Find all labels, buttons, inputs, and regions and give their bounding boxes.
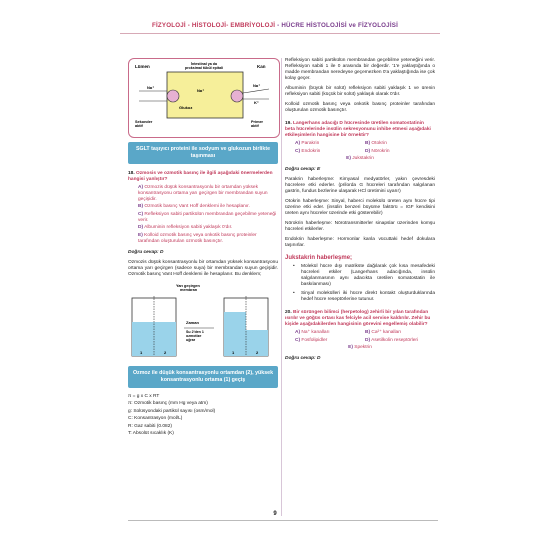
vant-hoff-formula <box>128 394 278 438</box>
q20-option-d-key: D) <box>365 337 371 343</box>
jukstakrin-bullet-2: • Sinyal molekülleri iki hücre direkt kontakt oluşturduklarında hedef hücre reseptörlerine tutunur. <box>301 291 435 303</box>
q19-option-d <box>365 149 435 155</box>
q19-answer: Doğru cevap: E <box>285 167 321 172</box>
q18-option-d <box>138 225 278 231</box>
q19-option-b <box>365 141 435 147</box>
header-part2: - HÜCRE HİSTOLOJİSİ ve FİZYOLOJİSİ <box>277 22 398 29</box>
jukstakrin-title: Jukstakrin haberleşme; <box>285 255 353 261</box>
su-label-1: Su 2'den 1 <box>186 329 204 334</box>
albumin-paragraph: Albuminin (büyük bir solüt) refleksiyon sabiti yaklaşık 1 ve ürenin refleksiyon sabiti (küçük bir solüt) yaklaşık olarak 0'dır. <box>285 86 435 97</box>
sekonder-label-2: aktif <box>135 124 143 128</box>
question-18-number: 18. <box>128 171 135 176</box>
question-20-text: Bir sürüngen bilimci (herpetolog) zehirli bir yılan tarafından ısırılır ve göğüs ortası kas felciyle acil servise kaldırılır. Zehir bu kişide aşağıdakilerden hangisinin görevini engellemiş olabilir? <box>285 310 431 327</box>
formula-line-1: π: Ozmotik basınç (mm Hg veya atm) <box>128 401 208 406</box>
question-19-text: Langerhans adacığı D hücresinde üretilen somatostatinin beta hücrelerinde insülin sekresyonunu inhibe etmesi aşağıdaki etkileşimlerin hangisine bir örnektir? <box>285 121 431 138</box>
otokrin-paragraph: Otokrin haberleşme: Sinyal, haberci molekülü üreten aynı hücre tipi üzerine etki eder. (insülin benzeri büyüme faktörü = IGF kendisini üreten aynı hücreler üzerinde etki gösterebilir) <box>285 199 435 216</box>
q19-option-b-text: Otokrin <box>371 141 387 146</box>
primer-label-1: Primer <box>251 120 264 124</box>
na-left-label: Na⁺ <box>147 85 155 90</box>
figure2-caption: Ozmoz ile düşük konsantrasyonlu ortamdan (2), yüksek konsantrasyonlu ortama (1) geçiş <box>128 366 278 388</box>
su-label-3: uğrar <box>186 337 196 342</box>
jukstakrin-bullet-1: • Molekül hücre dışı matrikste dağılarak çok kısa mesafedeki hücreleri etkiler (Langerhans adacığında, insülin salgılanmasının aynı adacıkta üretilen somatostatin ile baskılanması) <box>301 264 435 288</box>
q20-option-e-text: Spektrin <box>354 345 372 350</box>
q19-option-e <box>285 156 435 162</box>
question-18-text: Ozmosis ve ozmotik basınç ile ilgili aşağıdaki önermelerden hangisi yanlıştır? <box>128 171 273 182</box>
q20-option-c-text: Fosfolipidler <box>301 337 328 343</box>
question-20 <box>285 310 435 328</box>
beaker-left-label-2: 2 <box>164 349 167 355</box>
parakrin-paragraph: Parakrin haberleşme: Kimyasal medyatörler, yakın çevresdeki hücrelere etki ederler. (prilorda G hücreleri tarafından salgılanan gastrin, fundus bezlerine ulaşarak HCl üretimini uyarır) <box>285 177 435 194</box>
zaman-label: Zaman <box>186 319 199 325</box>
sglt-figure <box>128 58 280 138</box>
question-19 <box>285 121 435 139</box>
question-18 <box>128 171 278 183</box>
q18-option-b-text: Ozmotik basınç Vant Hoff denklemi ile hesaplanır. <box>144 204 250 209</box>
beaker-right-label-1: 1 <box>232 349 235 355</box>
q20-answer: Doğru cevap: D <box>285 356 321 361</box>
page-number: 9 <box>273 511 277 517</box>
beaker-right-water-1 <box>224 312 246 356</box>
q18-option-a-key: A) <box>138 184 144 190</box>
formula-equation: π = g x C x RT <box>128 393 160 399</box>
membrane-label-2: membran <box>180 287 198 292</box>
q20-option-e-key: E) <box>348 345 353 350</box>
osmosis-figure <box>128 282 278 362</box>
k-label: K⁺ <box>254 100 259 105</box>
q20-option-d-text: Asetilkolin reseptörleri <box>371 337 419 343</box>
osmosis-paragraph: Ozmozis düşük konsantrasyonlu bir ortamdan yüksek konsantrasyonu ortama yarı geçirgen (sadece suya) bir membrandan suyun geçişidir. Ozmotik basınç Vant Hoff denklemi ile hesaplanır. Bu denklem; <box>128 259 278 277</box>
na-k-pump <box>231 90 243 102</box>
q18-option-d-text: Albuminin refleksiyon sabiti yaklaşık 0'dır. <box>144 225 233 230</box>
q18-option-b-key: B) <box>138 204 144 209</box>
na-right-label: Na⁺ <box>253 83 261 88</box>
column-divider <box>281 58 282 516</box>
formula-line-5: T: Absolüt sıcaklık (K) <box>128 431 174 436</box>
membrane-label-1: Yarı geçirgen <box>176 283 200 288</box>
endokrin-paragraph: Endokrin haberleşme: Hormonlar kanla vücuttaki hedef dokulara taşınırlar. <box>285 237 435 248</box>
lumen-label: Lümen <box>135 64 150 69</box>
formula-line-3: C: Konsantrasyon (mol/L) <box>128 416 183 421</box>
q20-option-c-key: C) <box>295 337 301 343</box>
epithelium-label-2: proksimal tübül epitali <box>184 66 224 70</box>
beaker-left-label-1: 1 <box>140 349 143 355</box>
q19-option-c <box>295 149 365 155</box>
q20-option-a <box>295 330 365 336</box>
q20-option-b-text: Ca²⁺ kanalları <box>371 330 402 335</box>
q19-option-e-key: E) <box>346 156 351 161</box>
figure1-caption: SGLT taşıyıcı proteini ile sodyum ve glukozun birlikte taşınması <box>128 142 278 164</box>
su-label-2: ozmotize <box>186 333 202 338</box>
q19-option-c-key: C) <box>295 148 301 154</box>
q20-option-d <box>365 338 435 344</box>
header-part1: FİZYOLOJİ - HİSTOLOJİ- EMBRİYOLOJİ <box>152 22 276 29</box>
q19-option-c-text: Endokrin <box>301 148 321 154</box>
norokrin-paragraph: Nörokrin haberleşme: Nörotransmitterler sinapslar üzerinden komşu hücreleri etkilerler. <box>285 221 435 232</box>
q18-option-b <box>138 204 278 210</box>
q19-option-d-text: Nörokrin <box>371 148 390 154</box>
q18-option-c-text: Refleksiyon sabiti partikülün membrandan geçebilme yeteneği verir. <box>138 211 277 223</box>
q18-answer: Doğru cevap: D <box>128 249 164 255</box>
reflection-paragraph: Refleksiyon sabiti partikülün membrandan geçebilme yeteneğini verir. Refleksiyon sabiti 1 ile 0 arasında bir değerdir. '1'e yaklaştığında o madde membrandan neredeyse geçemezken 0'a yaklaştığında ise çok kolay geçer. <box>285 58 435 81</box>
right-column <box>285 58 435 362</box>
q20-option-a-key: A) <box>295 330 301 335</box>
q18-option-d-key: D) <box>138 225 144 230</box>
question-20-number: 20. <box>285 310 292 315</box>
na-mid-label: Na⁺ <box>197 88 205 93</box>
q18-option-a <box>138 185 278 203</box>
q20-options <box>295 330 435 344</box>
q19-options <box>295 141 435 155</box>
q18-option-e-text: Kolloid ozmotik basınç veya onkotik basınç proteinler tarafından oluşturulan ozmotik basınçtır. <box>138 232 257 244</box>
colloid-paragraph: Kolloid ozmotik basınç veya onkotik basınç proteinler tarafından oluşturulan ozmotik basınçtır. <box>285 102 435 113</box>
kan-label: Kan <box>257 64 266 69</box>
q20-option-e <box>285 345 435 351</box>
q19-option-b-key: B) <box>365 141 371 146</box>
beaker-right-label-2: 2 <box>256 349 259 355</box>
q19-option-a-key: A) <box>295 141 301 146</box>
q20-option-a-text: Na⁺ kanalları <box>301 330 330 335</box>
q18-option-e-key: E) <box>138 232 143 238</box>
primer-label-2: aktif <box>251 124 259 128</box>
sglt-diagram <box>129 59 279 137</box>
header-rule <box>120 33 440 34</box>
sglt-transporter <box>167 90 179 102</box>
q18-option-c-key: C) <box>138 211 144 217</box>
q18-option-e <box>138 233 278 245</box>
q18-option-c <box>138 212 278 224</box>
q18-option-a-text: Ozmozis düşük konsantrasyonlu bir ortamdan yüksek konsantrasyonu ortama yarı geçirgen bir membrandan suyun geçişidir. <box>138 184 268 202</box>
q19-option-a <box>295 141 365 147</box>
formula-line-4: R: Gaz sabiti (0.082) <box>128 423 172 429</box>
footer-rule <box>128 520 438 521</box>
q19-option-a-text: Parakrin <box>301 141 320 146</box>
formula-line-2: g: Solüsyondaki partikül sayısı (osm/mol) <box>128 408 216 414</box>
epithelium-label-1: İntestinal ya da <box>191 62 217 66</box>
q20-option-b <box>365 330 435 336</box>
sekonder-label-1: Sekonder <box>135 120 153 124</box>
glukoz-label: Glukoz <box>179 105 193 110</box>
q20-option-b-key: B) <box>365 330 371 335</box>
question-19-number: 19. <box>285 121 292 126</box>
running-header <box>0 22 550 29</box>
q19-option-e-text: Jukstakrin <box>352 156 374 161</box>
left-column <box>128 58 278 437</box>
q20-option-c <box>295 338 365 344</box>
osmosis-diagram <box>128 282 278 362</box>
q19-option-d-key: D) <box>365 148 371 154</box>
